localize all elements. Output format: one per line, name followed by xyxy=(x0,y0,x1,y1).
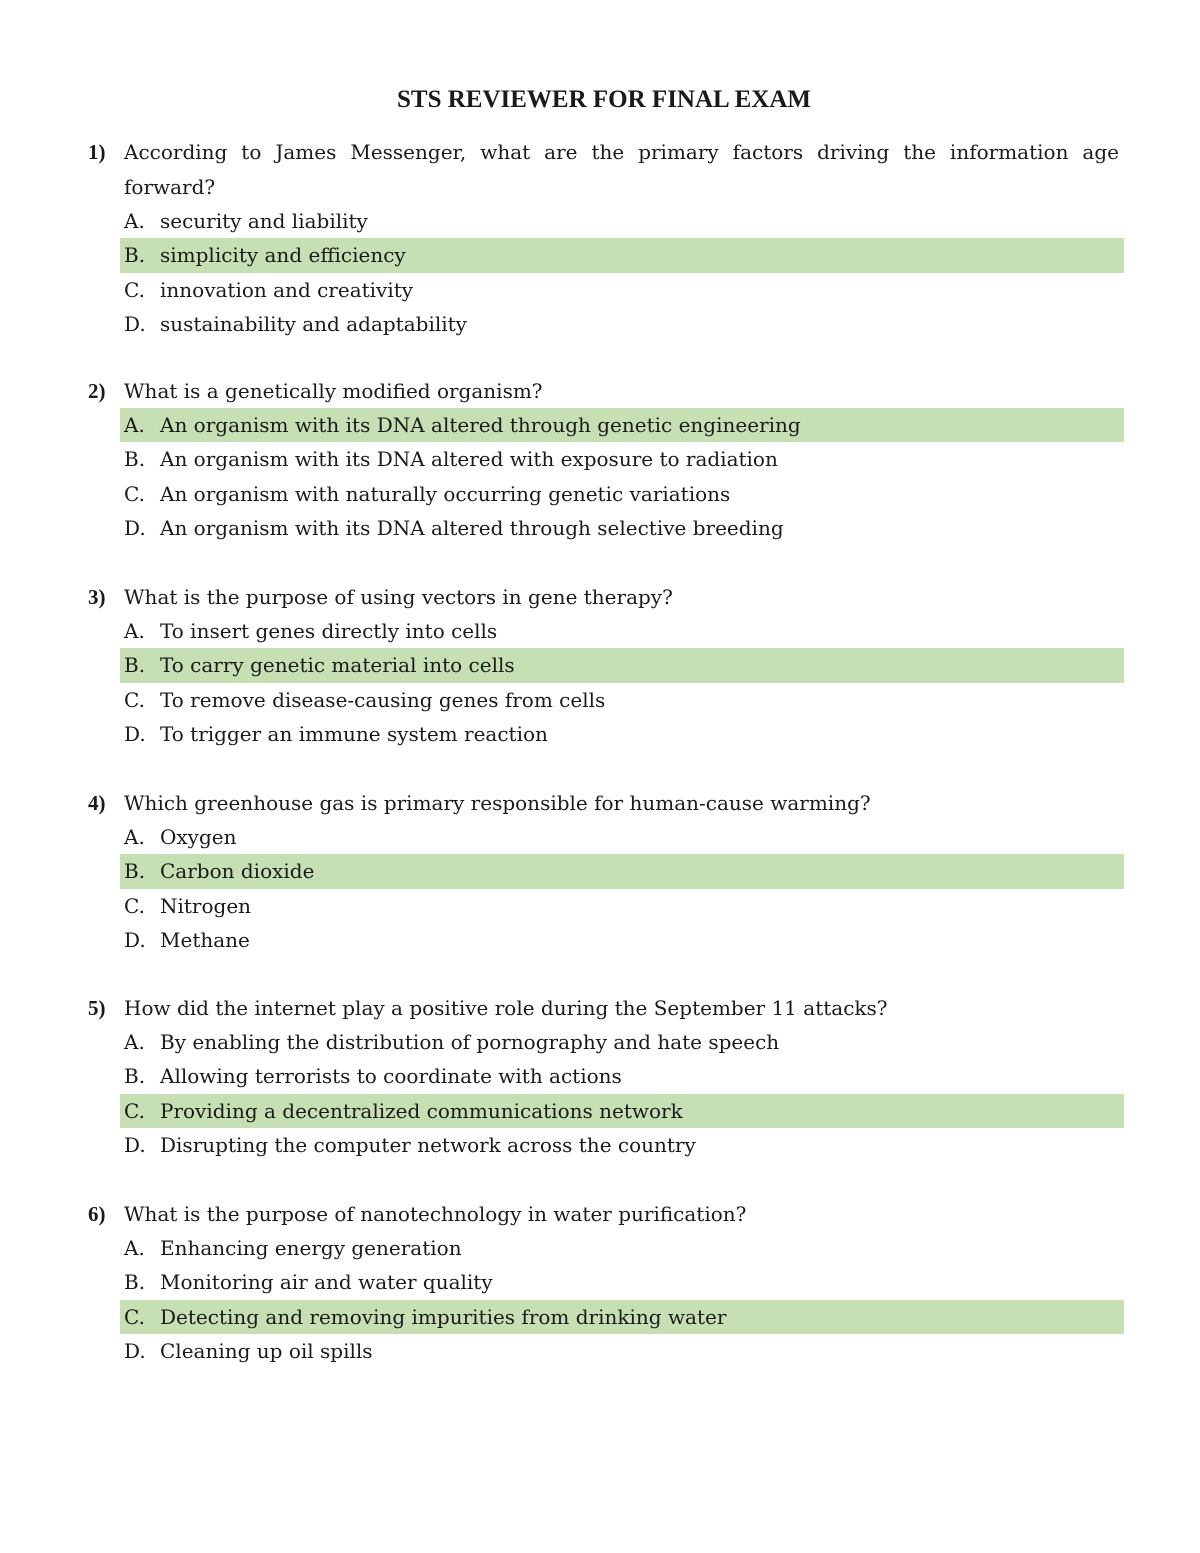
option-letter: D. xyxy=(124,927,146,952)
answer-option-c xyxy=(120,477,1124,511)
option-letter: B. xyxy=(124,1270,146,1295)
option-letter: C. xyxy=(124,481,145,506)
option-letter: A. xyxy=(124,1236,145,1260)
question-3 xyxy=(0,580,1200,751)
answer-option-c xyxy=(120,683,1124,717)
answer-option-d xyxy=(120,307,1124,341)
option-text: An organism with its DNA altered through genetic engineering xyxy=(160,413,801,437)
option-letter: A. xyxy=(124,1030,145,1054)
answer-option-b-correct xyxy=(120,238,1124,272)
option-text: Disrupting the computer network across the country xyxy=(160,1132,696,1157)
question-text: Which greenhouse gas is primary responsible for human-cause warming? xyxy=(124,791,871,815)
answer-option-b xyxy=(120,1265,1124,1299)
answer-option-d xyxy=(120,923,1124,957)
page-title: STS REVIEWER FOR FINAL EXAM xyxy=(397,86,811,113)
option-letter: B. xyxy=(124,447,146,472)
answer-option-a xyxy=(120,614,1124,648)
option-text: An organism with its DNA altered through selective breeding xyxy=(160,515,784,540)
option-text: To insert genes directly into cells xyxy=(160,619,498,643)
option-letter: A. xyxy=(124,619,145,643)
option-text: Detecting and removing impurities from drinking water xyxy=(160,1304,727,1329)
answer-option-d xyxy=(120,511,1124,545)
answer-option-b-correct xyxy=(120,854,1124,888)
option-text: Carbon dioxide xyxy=(160,859,315,884)
answer-option-b xyxy=(120,442,1124,476)
question-stem xyxy=(0,786,1200,820)
option-letter: C. xyxy=(124,893,145,918)
option-text: To remove disease-causing genes from cells xyxy=(160,687,606,712)
question-text: According to James Messenger, what are the primary factors driving the information age forward? xyxy=(124,140,1119,199)
option-text: Enhancing energy generation xyxy=(160,1236,462,1260)
question-6 xyxy=(0,1197,1200,1368)
answer-option-b-correct xyxy=(120,648,1124,682)
option-text: simplicity and efficiency xyxy=(160,243,406,268)
option-text: Monitoring air and water quality xyxy=(160,1270,493,1295)
question-number: 4) xyxy=(88,791,106,815)
question-1 xyxy=(0,135,1200,341)
question-stem xyxy=(0,580,1200,614)
option-letter: C. xyxy=(124,1304,145,1329)
question-number: 5) xyxy=(88,996,106,1020)
option-letter: A. xyxy=(124,825,145,849)
option-letter: B. xyxy=(124,1064,146,1089)
option-text: To trigger an immune system reaction xyxy=(160,721,548,746)
question-stem xyxy=(0,135,1200,204)
option-text: By enabling the distribution of pornography and hate speech xyxy=(160,1030,780,1054)
question-stem xyxy=(0,1197,1200,1231)
question-stem xyxy=(0,374,1200,408)
answer-option-a xyxy=(120,204,1124,238)
option-letter: D. xyxy=(124,1132,146,1157)
question-number: 2) xyxy=(88,379,106,403)
answer-option-a xyxy=(120,1231,1124,1265)
option-letter: C. xyxy=(124,1098,145,1123)
option-letter: B. xyxy=(124,859,146,884)
answer-option-a xyxy=(120,820,1124,854)
answer-option-a-correct xyxy=(120,408,1124,442)
option-letter: D. xyxy=(124,311,146,336)
option-text: Providing a decentralized communications network xyxy=(160,1098,683,1123)
question-4 xyxy=(0,786,1200,957)
question-stem xyxy=(0,991,1200,1025)
option-letter: C. xyxy=(124,277,145,302)
answer-option-d xyxy=(120,1128,1124,1162)
question-2 xyxy=(0,374,1200,545)
question-number: 3) xyxy=(88,585,106,609)
answer-option-d xyxy=(120,1334,1124,1368)
answer-option-a xyxy=(120,1025,1124,1059)
option-text: An organism with its DNA altered with exposure to radiation xyxy=(160,447,778,472)
answer-option-c xyxy=(120,273,1124,307)
option-text: Allowing terrorists to coordinate with actions xyxy=(160,1064,622,1089)
option-letter: A. xyxy=(124,209,145,233)
answer-option-d xyxy=(120,717,1124,751)
option-letter: C. xyxy=(124,687,145,712)
question-text: What is the purpose of nanotechnology in water purification? xyxy=(124,1202,747,1226)
question-number: 6) xyxy=(88,1202,106,1226)
option-letter: A. xyxy=(124,413,145,437)
option-letter: D. xyxy=(124,721,146,746)
option-text: innovation and creativity xyxy=(160,277,414,302)
question-text: What is the purpose of using vectors in gene therapy? xyxy=(124,585,673,609)
option-text: Cleaning up oil spills xyxy=(160,1338,373,1363)
option-text: Methane xyxy=(160,927,250,952)
option-text: To carry genetic material into cells xyxy=(160,653,515,678)
question-number: 1) xyxy=(88,140,106,164)
option-letter: B. xyxy=(124,243,146,268)
option-letter: B. xyxy=(124,653,146,678)
answer-option-c-correct xyxy=(120,1094,1124,1128)
option-text: Oxygen xyxy=(160,825,237,849)
question-5 xyxy=(0,991,1200,1162)
option-text: An organism with naturally occurring genetic variations xyxy=(160,481,731,506)
option-letter: D. xyxy=(124,515,146,540)
answer-option-b xyxy=(120,1059,1124,1093)
option-letter: D. xyxy=(124,1338,146,1363)
answer-option-c xyxy=(120,889,1124,923)
question-text: How did the internet play a positive role during the September 11 attacks? xyxy=(124,996,888,1020)
option-text: sustainability and adaptability xyxy=(160,311,467,336)
option-text: Nitrogen xyxy=(160,893,252,918)
question-text: What is a genetically modified organism? xyxy=(124,379,543,403)
option-text: security and liability xyxy=(160,209,368,233)
answer-option-c-correct xyxy=(120,1300,1124,1334)
